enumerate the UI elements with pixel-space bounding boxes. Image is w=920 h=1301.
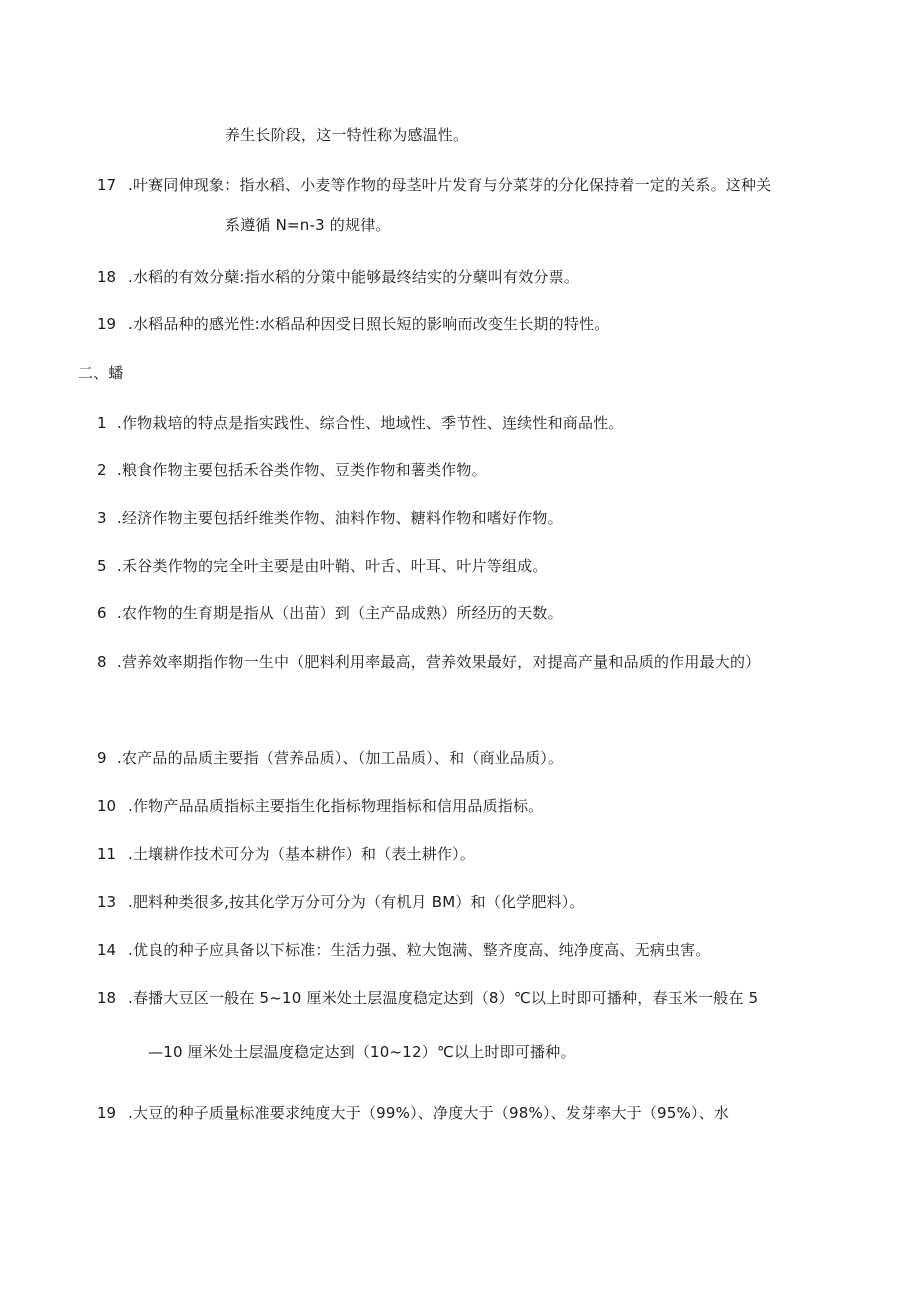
- item-number: 14: [97, 941, 117, 959]
- item-number: 11: [97, 845, 117, 863]
- item-number: 19: [97, 1104, 117, 1122]
- item-text: .春播大豆区一般在 5~10 厘米处土层温度稳定达到（8）℃以上时即可播种，春玉米一般在 5: [128, 989, 759, 1007]
- item-text: .作物栽培的特点是指实践性、综合性、地域性、季节性、连续性和商品性。: [117, 414, 624, 432]
- item-number: 3: [97, 509, 107, 527]
- item-continuation: —10 厘米处土层温度稳定达到（10~12）℃以上时即可播种。: [148, 1043, 576, 1061]
- def-number: 18: [97, 268, 117, 286]
- item-number: 5: [97, 557, 107, 575]
- item-text: .优良的种子应具备以下标准：生活力强、粒大饱满、整齐度高、纯净度高、无病虫害。: [128, 941, 711, 959]
- item-text: .土壤耕作技术可分为（基本耕作）和（表土耕作）。: [128, 845, 476, 863]
- def-text: .叶赛同伸现象：指水稻、小麦等作物的母茎叶片发育与分菜芽的分化保持着一定的关系。这种关: [128, 176, 772, 194]
- item-number: 18: [97, 989, 117, 1007]
- item-number: 10: [97, 797, 117, 815]
- def-text: .水稻品种的感光性:水稻品种因受日照长短的影响而改变生长期的特性。: [128, 315, 610, 333]
- item-number: 6: [97, 604, 107, 622]
- item-number: 9: [97, 749, 107, 767]
- continuation-text: 养生长阶段，这一特性称为感温性。: [225, 126, 469, 144]
- item-number: 2: [97, 461, 107, 479]
- def-continuation: 系遵循 N=n-3 的规律。: [225, 216, 391, 234]
- item-text: .禾谷类作物的完全叶主要是由叶鞘、叶舌、叶耳、叶片等组成。: [117, 557, 548, 575]
- item-number: 8: [97, 653, 107, 671]
- item-number: 1: [97, 414, 107, 432]
- item-text: .大豆的种子质量标准要求纯度大于（99%）、净度大于（98%）、发芽率大于（95%）、水: [128, 1104, 730, 1122]
- item-text: .肥料种类很多,按其化学万分可分为（有机月 BM）和（化学肥料）。: [128, 893, 585, 911]
- section-heading: 二、蟠: [78, 364, 124, 382]
- item-text: .农产品的品质主要指（营养品质）、（加工品质）、和（商业品质）。: [117, 749, 564, 767]
- item-text: .粮食作物主要包括禾谷类作物、豆类作物和薯类作物。: [117, 461, 487, 479]
- item-number: 13: [97, 893, 117, 911]
- def-number: 19: [97, 315, 117, 333]
- item-text: .农作物的生育期是指从（出苗）到（主产品成熟）所经历的天数。: [117, 604, 563, 622]
- def-text: .水稻的有效分蘖:指水稻的分策中能够最终结实的分蘖叫有效分票。: [128, 268, 580, 286]
- def-number: 17: [97, 176, 117, 194]
- item-text: .作物产品品质指标主要指生化指标物理指标和信用品质指标。: [128, 797, 544, 815]
- item-text: .营养效率期指作物一生中（肥料利用率最高，营养效果最好，对提高产量和品质的作用最大的）: [117, 653, 761, 671]
- item-text: .经济作物主要包括纤维类作物、油料作物、糖料作物和嗜好作物。: [117, 509, 563, 527]
